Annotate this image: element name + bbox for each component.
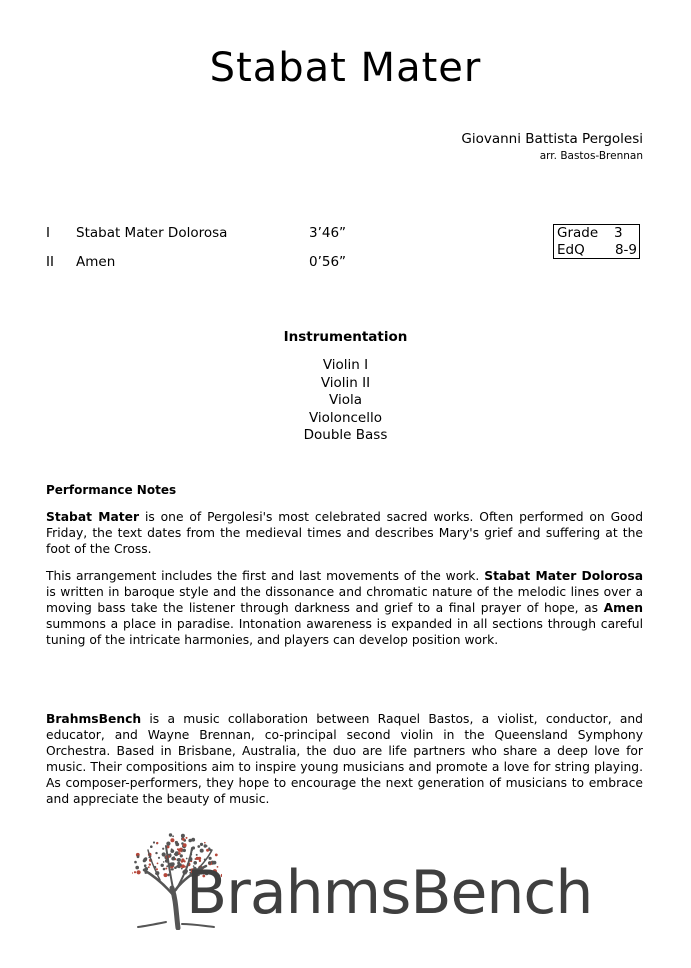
leaf-dot (197, 845, 200, 848)
leaf-dot (178, 849, 181, 852)
grade-value: 3 (614, 225, 623, 241)
paragraph-text: is one of Pergolesi's most celebrated sacred works. Often performed on Good Friday, the text dates from the medieval times and describes Mary's grief and suffering at the foot of the Cross. (46, 510, 643, 556)
movement-number: II (46, 254, 54, 270)
bold-text: Stabat Mater Dolorosa (484, 569, 644, 583)
paragraph-text: is a music collaboration between Raquel Bastos, a violist, conductor, and educator, and Wayne Brennan, co-principal second violin in the Queensland Symphony Orchestra. Based in Brisbane, Australia, the duo are life partners who share a deep love for music. Their compositions aim to inspire young musicians and promote a love for string playing. As composer-performers, they hope to encourage the next generation of musicians to embrace and appreciate the beauty of music. (46, 712, 643, 806)
movement-name: Stabat Mater Dolorosa (76, 225, 228, 241)
composer: Giovanni Battista Pergolesi (461, 131, 643, 147)
logo-text: BrahmsBench (186, 858, 593, 928)
leaf-dot (163, 861, 165, 863)
leaf-dot (171, 857, 175, 861)
bold-text: Amen (603, 601, 643, 615)
leaf-dot (204, 844, 207, 847)
leaf-dot (169, 853, 171, 855)
instrument-item: Violoncello (308, 409, 382, 426)
leaf-dot (162, 848, 164, 850)
leaf-dot (188, 839, 192, 843)
about-paragraph (46, 711, 643, 807)
leaf-dot (183, 849, 186, 852)
leaf-dot (186, 837, 188, 839)
leaf-dot (148, 866, 150, 868)
leaf-dot (156, 842, 158, 844)
leaf-dot (135, 866, 139, 870)
leaf-dot (200, 849, 204, 853)
movement-number: I (46, 225, 50, 241)
leaf-dot (181, 858, 184, 861)
instrumentation-heading: Instrumentation (283, 329, 408, 345)
leaf-dot (181, 834, 185, 838)
leaf-dot (134, 861, 137, 864)
leaf-dot (158, 857, 160, 859)
leaf-dot (165, 868, 167, 870)
performance-notes-heading: Performance Notes (46, 483, 177, 497)
performance-notes-paragraph-1 (46, 509, 643, 557)
leaf-dot (174, 852, 178, 856)
leaf-dot (175, 841, 178, 844)
leaf-dot (156, 868, 158, 870)
leaf-dot (179, 863, 182, 866)
paragraph-text: This arrangement includes the first and last movements of the work. (46, 569, 485, 583)
leaf-dot (178, 852, 181, 855)
grade-label: Grade (557, 225, 599, 241)
leaf-dot (182, 838, 185, 841)
leaf-dot (144, 864, 147, 867)
leaf-dot (169, 833, 172, 836)
performance-notes-paragraph-2 (46, 568, 643, 648)
leaf-dot (161, 864, 164, 867)
edq-value: 8-9 (614, 242, 637, 258)
movement-duration: 0’56” (309, 254, 347, 270)
leaf-dot (204, 842, 206, 844)
leaf-dot (196, 854, 198, 856)
leaf-dot (177, 858, 181, 862)
leaf-dot (170, 849, 174, 853)
leaf-dot (215, 854, 218, 857)
leaf-dot (180, 854, 183, 857)
instrument-item: Viola (329, 392, 362, 409)
leaf-dot (134, 871, 136, 873)
leaf-dot (172, 835, 174, 837)
leaf-dot (163, 868, 166, 871)
leaf-dot (166, 842, 170, 846)
instrument-list (0, 357, 691, 445)
page-title: Stabat Mater (209, 45, 482, 91)
leaf-dot (137, 855, 140, 858)
leaf-dot (200, 843, 203, 846)
instrument-item: Double Bass (303, 427, 388, 444)
paragraph-text: summons a place in paradise. Intonation awareness is expanded in all sections through careful tuning of the intricate harmonies, and players can develop position work. (46, 617, 643, 647)
movement-duration: 3’46” (309, 225, 347, 241)
bold-text: BrahmsBench (46, 712, 142, 726)
leaf-dot (170, 838, 174, 842)
leaf-dot (181, 849, 183, 851)
leaf-dot (132, 872, 133, 874)
grade-box (553, 224, 640, 259)
leaf-dot (183, 843, 187, 847)
leaf-dot (155, 852, 157, 854)
movement-name: Amen (76, 254, 116, 270)
leaf-dot (168, 875, 170, 877)
leaf-dot (137, 870, 141, 874)
leaf-dot (172, 868, 174, 870)
leaf-dot (164, 873, 168, 877)
instrument-item: Violin I (322, 357, 369, 373)
leaf-dot (150, 845, 153, 848)
arranger: arr. Bastos-Brennan (539, 150, 643, 162)
brahmsbench-logo (132, 832, 593, 930)
leaf-dot (157, 863, 159, 865)
leaf-dot (181, 868, 183, 870)
edq-label: EdQ (557, 242, 585, 258)
edq-row (554, 242, 639, 259)
grade-row (554, 225, 639, 242)
leaf-dot (149, 863, 151, 865)
instrument-item: Violin II (320, 374, 371, 391)
paragraph-text: is written in baroque style and the dissonance and chromatic nature of the melodic lines over a moving bass take the listener through darkness and grief to a final prayer of hope, as (46, 585, 643, 615)
leaf-dot (153, 841, 155, 843)
bold-text: Stabat Mater (46, 510, 140, 524)
leaf-dot (143, 858, 147, 862)
